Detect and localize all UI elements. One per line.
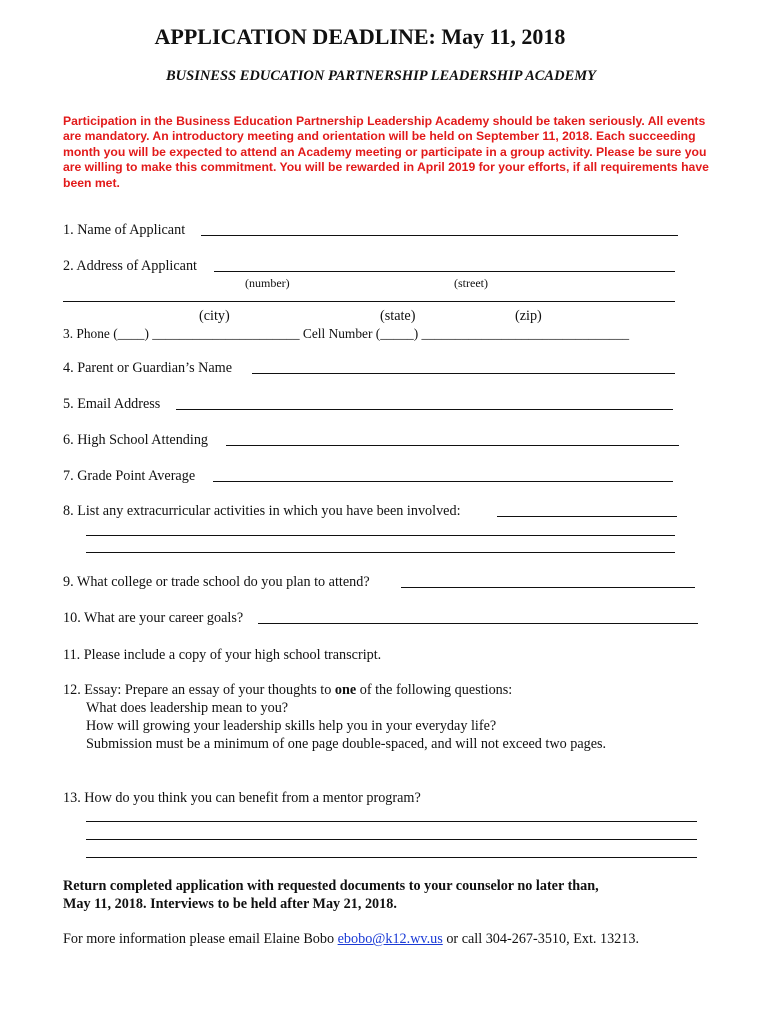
q5-email-field-line[interactable]: [176, 409, 673, 410]
q8-activities-field-line[interactable]: [497, 516, 677, 517]
q13-answer-line-1[interactable]: [86, 821, 697, 822]
q1-label: 1. Name of Applicant: [63, 222, 186, 238]
q2-city-caption: (city): [199, 308, 230, 324]
return-instructions-line-1: Return completed application with requested documents to your counselor no later than,: [63, 878, 599, 894]
q6-label: 6. High School Attending: [63, 432, 209, 448]
q3-phone-line[interactable]: 3. Phone (____) ______________________ Cell Number (_____) _______________________________: [63, 326, 630, 341]
q12-prefix: 12. Essay: Prepare an essay of your thoughts to: [63, 682, 335, 698]
q10-label: 10. What are your career goals?: [63, 610, 244, 626]
q12-question-2: How will growing your leadership skills help you in your everyday life?: [86, 718, 497, 734]
q2-address-field-line[interactable]: [214, 271, 675, 272]
q13-answer-line-2[interactable]: [86, 839, 697, 840]
page-subtitle: BUSINESS EDUCATION PARTNERSHIP LEADERSHIP ACADEMY: [165, 68, 596, 84]
q2-address-line-2[interactable]: [63, 301, 675, 302]
contact-info-prefix: For more information please email Elaine Bobo: [63, 931, 338, 947]
q2-number-caption: (number): [245, 276, 290, 290]
page-title: APPLICATION DEADLINE: May 11, 2018: [154, 24, 566, 49]
q4-label: 4. Parent or Guardian’s Name: [63, 360, 233, 376]
q5-label: 5. Email Address: [63, 396, 161, 412]
q2-label: 2. Address of Applicant: [63, 258, 197, 274]
q9-college-field-line[interactable]: [401, 587, 695, 588]
q2-state-caption: (state): [380, 308, 416, 324]
q9-label: 9. What college or trade school do you plan to attend?: [63, 574, 370, 590]
q12-label: [63, 682, 512, 699]
q13-answer-line-3[interactable]: [86, 857, 697, 858]
q2-zip-caption: (zip): [515, 308, 542, 324]
email-link[interactable]: ebobo@k12.wv.us: [337, 931, 443, 947]
q8-activities-line-2[interactable]: [86, 535, 675, 536]
q8-label: 8. List any extracurricular activities in which you have been involved:: [63, 503, 461, 519]
return-instructions-line-2: May 11, 2018. Interviews to be held after May 21, 2018.: [63, 896, 397, 912]
q12-requirement: Submission must be a minimum of one page double-spaced, and will not exceed two pages.: [86, 736, 607, 752]
q11-label: 11. Please include a copy of your high school transcript.: [63, 647, 382, 663]
q8-activities-line-3[interactable]: [86, 552, 675, 553]
q4-guardian-field-line[interactable]: [252, 373, 675, 374]
q12-question-1: What does leadership mean to you?: [86, 700, 289, 716]
contact-info-suffix: or call 304-267-3510, Ext. 13213.: [442, 931, 640, 947]
q13-label: 13. How do you think you can benefit from a mentor program?: [63, 790, 421, 806]
q7-label: 7. Grade Point Average: [63, 468, 196, 484]
participation-notice: Participation in the Business Education Partnership Leadership Academy should be taken seriously. All events are mandatory. An introductory meeting and orientation will be held on September 11, 2018. Each succeeding month you will be expected to attend an Academy meeting or participate in a group activity. Please be sure you are willing to make this commitment. You will be rewarded in April 2019 for your efforts, if all requirements have been met.: [63, 114, 709, 190]
q2-street-caption: (street): [454, 276, 488, 290]
q1-name-field-line[interactable]: [201, 235, 678, 236]
q12-suffix: of the following questions:: [356, 682, 513, 698]
q6-school-field-line[interactable]: [226, 445, 679, 446]
q12-emphasis: one: [334, 682, 357, 698]
q10-goals-field-line[interactable]: [258, 623, 698, 624]
q7-gpa-field-line[interactable]: [213, 481, 673, 482]
contact-info: [63, 931, 639, 948]
